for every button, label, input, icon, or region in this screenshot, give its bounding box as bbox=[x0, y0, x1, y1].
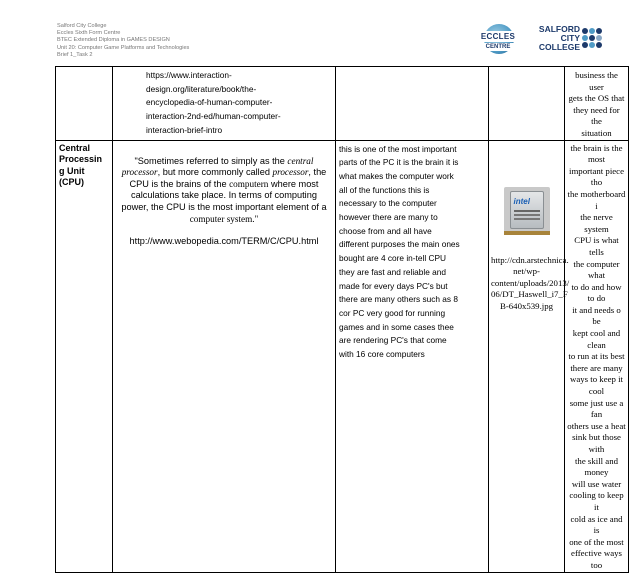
explanation-line: cooling to keep it bbox=[569, 490, 624, 512]
logo-dot bbox=[589, 42, 595, 48]
logo-dot bbox=[589, 28, 595, 34]
notes-cell bbox=[336, 140, 489, 572]
url-line: interaction-2nd-ed/human-computer- bbox=[146, 111, 281, 122]
eccles-logo-sub: CENTRE bbox=[480, 43, 516, 51]
salford-logo-line: CITY bbox=[560, 33, 580, 43]
url-line: https://www.interaction- bbox=[146, 70, 232, 80]
explanation-line: to do and how to do bbox=[571, 281, 622, 304]
table-row bbox=[56, 67, 629, 141]
table-cell bbox=[56, 67, 113, 141]
salford-dots-icon bbox=[582, 28, 604, 50]
header-line: Eccles Sixth Form Centre bbox=[57, 30, 121, 37]
explanation-line: the brain is the most bbox=[570, 142, 623, 165]
notes-line: bought are 4 core in-tell CPU bbox=[339, 253, 446, 264]
url-line: 06/DT_Haswell_i7_F bbox=[491, 289, 568, 300]
explanation-line: ways to keep it cool bbox=[569, 374, 623, 397]
explanation-cell bbox=[565, 67, 629, 141]
table-row bbox=[56, 140, 629, 572]
logo-dot bbox=[582, 42, 588, 48]
notes-line: all of the functions this is bbox=[339, 184, 430, 195]
intel-cpu-image bbox=[504, 187, 550, 235]
table-cell bbox=[336, 67, 489, 141]
definition-source-cell bbox=[113, 67, 336, 141]
explanation-line: sink but those with bbox=[572, 432, 621, 454]
explanation-line: cold as ice and is bbox=[570, 513, 623, 536]
notes-line: this is one of the most important bbox=[339, 143, 457, 154]
notes-line: made for every days PC's but bbox=[339, 280, 448, 291]
url-line: net/wp- bbox=[513, 266, 540, 277]
url-line: content/uploads/2013/ bbox=[491, 277, 570, 288]
explanation-line: it and needs o be bbox=[572, 304, 621, 327]
logo-dot bbox=[596, 28, 602, 34]
explanation-line: one of the most bbox=[569, 536, 624, 547]
salford-city-college-logo bbox=[524, 22, 606, 60]
notes-line: what makes the computer work bbox=[339, 170, 454, 181]
cpu-brand-mark: intel bbox=[513, 196, 530, 206]
components-table bbox=[55, 66, 629, 573]
quote-text: where most calculations take place. In terms of computing power, the CPU is the most important element of a bbox=[121, 178, 327, 212]
salford-logo-line: COLLEGE bbox=[538, 42, 580, 52]
quote-text: , but more commonly called bbox=[157, 167, 273, 178]
notes-line: with 16 core computers bbox=[339, 349, 425, 360]
component-name-cell bbox=[56, 140, 113, 572]
definition-quote bbox=[121, 156, 327, 226]
url-line: http://cdn.arstechnica. bbox=[491, 254, 569, 265]
quote-term: central processor bbox=[121, 155, 314, 178]
notes-line: cor PC very good for running bbox=[339, 308, 446, 318]
explanation-cell bbox=[565, 140, 629, 572]
document-header bbox=[57, 23, 189, 59]
url-line: interaction-brief-intro bbox=[146, 124, 223, 135]
image-source-url[interactable] bbox=[489, 254, 570, 313]
explanation-line: situation bbox=[581, 127, 612, 138]
url-line: B-640x539.jpg bbox=[499, 300, 554, 311]
quote-text: "Sometimes referred to simply as the bbox=[134, 155, 288, 166]
explanation-line: important piece tho bbox=[569, 165, 624, 188]
explanation-line: CPU is what tells bbox=[574, 235, 619, 257]
explanation-line: kept cool and clean bbox=[572, 328, 621, 350]
logo-dot bbox=[582, 28, 588, 34]
component-name-line: (CPU) bbox=[59, 177, 84, 188]
notes-line: different purposes the main ones bbox=[339, 239, 460, 250]
explanation-line: gets the OS that bbox=[568, 93, 625, 104]
image-cell bbox=[489, 140, 570, 572]
quote-term: computern bbox=[229, 178, 269, 189]
notes-line: necessary to the computer bbox=[339, 198, 437, 209]
notes-line: choose from and all have bbox=[339, 225, 432, 236]
quote-text: , the CPU is the brains of the bbox=[129, 167, 327, 189]
explanation-line: effective ways too bbox=[571, 548, 622, 570]
logo-dot bbox=[596, 35, 602, 41]
explanation-line: there are many bbox=[570, 362, 623, 373]
logo-dot bbox=[582, 35, 588, 41]
header-line: Brief 1_Task 2 bbox=[57, 51, 93, 58]
salford-logo-text bbox=[524, 25, 580, 52]
notes-line: however there are many to bbox=[339, 212, 438, 223]
header-line: BTEC Extended Diploma in GAMES DESIGN bbox=[57, 37, 170, 44]
explanation-line: some just use a fan bbox=[569, 397, 624, 420]
logo-dot bbox=[596, 42, 602, 48]
url-line: design.org/literature/book/the- bbox=[146, 83, 257, 94]
explanation-line: the skill and money bbox=[574, 455, 618, 478]
eccles-logo-word: ECCLES bbox=[476, 31, 520, 42]
explanation-line: to run at its best bbox=[568, 351, 625, 362]
notes-line: are rendering PC's that come bbox=[339, 335, 447, 346]
eccles-centre-logo bbox=[476, 22, 520, 60]
header-line: Salford City College bbox=[57, 23, 107, 29]
header-line: Unit 20: Computer Game Platforms and Technologies bbox=[57, 44, 190, 51]
definition-quote-cell bbox=[113, 140, 336, 572]
explanation-line: will use water bbox=[571, 478, 622, 489]
notes-line: there are many others such as 8 bbox=[339, 294, 458, 305]
component-name-line: Central bbox=[59, 142, 91, 153]
table-cell bbox=[489, 67, 565, 141]
cpu-chip-icon bbox=[510, 191, 544, 229]
url-line: encyclopedia-of-human-computer- bbox=[146, 97, 273, 108]
quote-term: processor bbox=[272, 167, 309, 178]
cpu-label-lines bbox=[514, 210, 540, 212]
notes-line: they are fast and reliable and bbox=[339, 266, 447, 277]
quote-term: computer system." bbox=[189, 213, 259, 224]
notes-line: games and in some cases thee bbox=[339, 321, 454, 332]
explanation-line: the computer what bbox=[573, 258, 620, 281]
salford-logo-line: SALFORD bbox=[538, 24, 580, 34]
explanation-line: the nerve system bbox=[580, 212, 613, 234]
explanation-line: others use a heat bbox=[567, 420, 626, 431]
logo-dot bbox=[589, 35, 595, 41]
definition-source-link[interactable]: http://www.webopedia.com/TERM/C/CPU.html bbox=[129, 236, 319, 247]
explanation-line: the motherboard i bbox=[567, 188, 626, 211]
explanation-line: they need for the bbox=[573, 104, 620, 127]
component-name-line: g Unit bbox=[59, 165, 85, 176]
notes-line: parts of the PC it is the brain it is bbox=[339, 157, 459, 168]
component-name-line: Processin bbox=[59, 154, 103, 165]
cpu-contact-pads bbox=[504, 231, 550, 235]
explanation-line: business the user bbox=[575, 70, 618, 92]
